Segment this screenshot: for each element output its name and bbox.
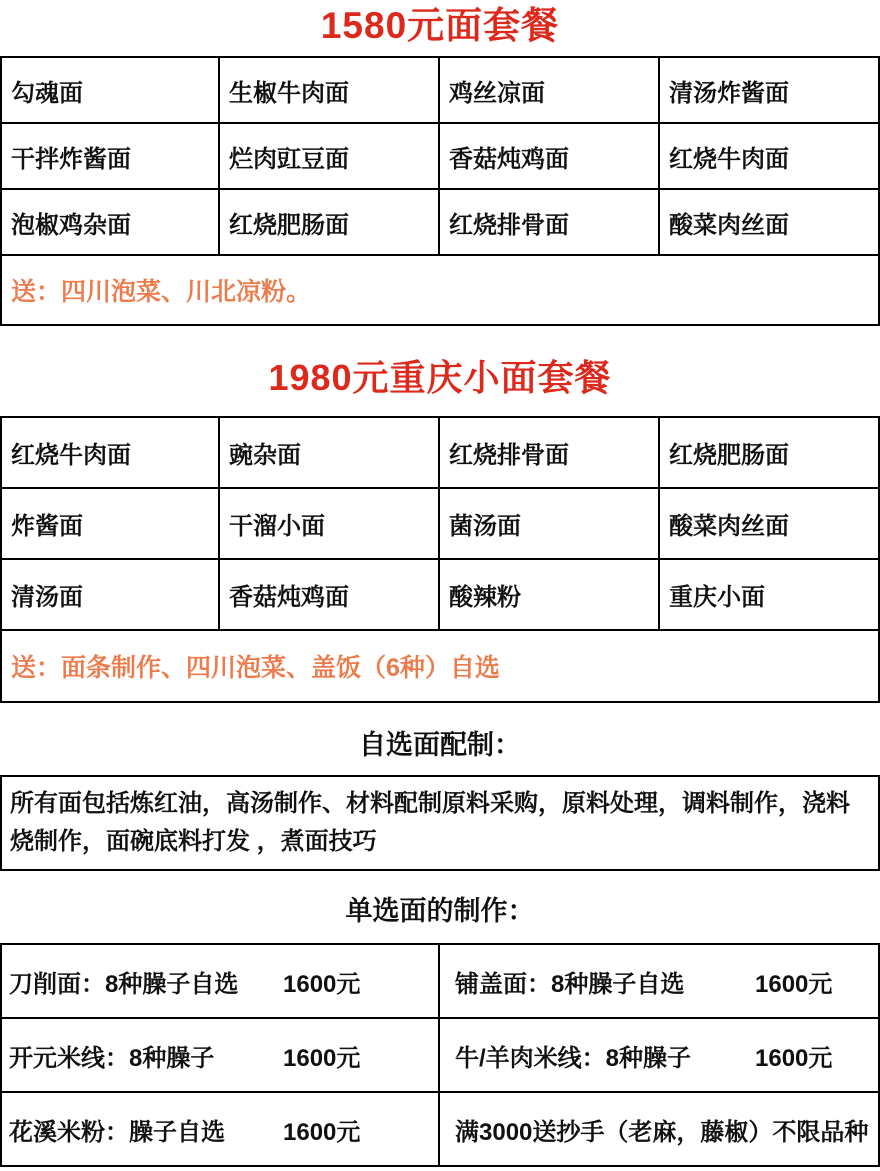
custom-noodle-heading: 自选面配制： [359, 730, 521, 760]
item-price: 1600元 [755, 1044, 833, 1072]
price-cell [440, 1019, 878, 1091]
custom-noodle-description-box [0, 775, 880, 871]
menu-item-cell: 酸菜肉丝面 [669, 513, 789, 540]
price-cell [440, 1093, 878, 1165]
menu-item-cell: 酸菜肉丝面 [669, 211, 789, 239]
table-row [2, 945, 878, 1019]
table-row [2, 1019, 878, 1093]
menu-item-cell: 红烧排骨面 [440, 190, 660, 254]
item-label: 花溪米粉：臊子自选 [9, 1118, 225, 1146]
menu-item-cell: 红烧排骨面 [440, 418, 660, 487]
table-row [2, 190, 878, 256]
item-price: 1600元 [283, 970, 361, 998]
menu-item-cell: 干拌炸酱面 [2, 124, 220, 188]
set-1980-table [0, 416, 880, 703]
menu-item-cell: 酸辣粉 [440, 560, 660, 629]
menu-item-cell: 香菇炖鸡面 [440, 124, 660, 188]
single-noodle-heading: 单选面的制作： [345, 896, 535, 926]
menu-item-cell: 清汤炸酱面 [669, 79, 789, 107]
gift-note-1580: 送：四川泡菜、川北凉粉。 [11, 278, 312, 306]
item-price: 1600元 [283, 1044, 361, 1072]
table-row [2, 58, 878, 124]
item-label: 满3000送抄手（老麻，藤椒）不限品种 [455, 1118, 869, 1146]
menu-item-cell: 清汤面 [2, 560, 220, 629]
menu-item-cell: 红烧肥肠面 [220, 190, 440, 254]
item-label: 牛/羊肉米线：8种臊子 [455, 1044, 692, 1072]
table-row [2, 560, 878, 631]
menu-item-cell: 泡椒鸡杂面 [2, 190, 220, 254]
menu-item-cell: 红烧牛肉面 [2, 418, 220, 487]
item-label: 开元米线：8种臊子 [9, 1044, 215, 1072]
table-row [2, 489, 878, 560]
menu-item-cell: 烂肉豇豆面 [220, 124, 440, 188]
set-1580-table [0, 56, 880, 326]
price-cell [2, 945, 440, 1017]
item-price: 1600元 [755, 970, 833, 998]
menu-item-cell: 鸡丝凉面 [440, 58, 660, 122]
menu-item-cell: 红烧牛肉面 [669, 145, 789, 173]
menu-item-cell: 菌汤面 [440, 489, 660, 558]
menu-item-cell: 红烧肥肠面 [669, 442, 789, 469]
set-1980-title: 1980元重庆小面套餐 [268, 357, 612, 398]
menu-item-cell: 干溜小面 [220, 489, 440, 558]
price-cell [440, 945, 878, 1017]
table-row [2, 418, 878, 489]
menu-item-cell: 炸酱面 [2, 489, 220, 558]
table-row [2, 124, 878, 190]
single-noodle-price-table [0, 943, 880, 1167]
menu-item-cell: 勾魂面 [2, 58, 220, 122]
item-price: 1600元 [283, 1118, 361, 1146]
price-cell [2, 1093, 440, 1165]
item-label: 铺盖面：8种臊子自选 [455, 970, 685, 998]
menu-item-cell: 生椒牛肉面 [220, 58, 440, 122]
menu-item-cell: 豌杂面 [220, 418, 440, 487]
set-1580-title: 1580元面套餐 [320, 5, 560, 46]
menu-item-cell: 重庆小面 [669, 584, 765, 611]
custom-noodle-description: 所有面包括炼红油，高汤制作、材料配制原料采购，原料处理，调料制作，浇料烧制作，面碗底料打发 ，煮面技巧 [10, 790, 850, 855]
table-row [2, 1093, 878, 1165]
menu-item-cell: 香菇炖鸡面 [220, 560, 440, 629]
item-label: 刀削面：8种臊子自选 [9, 970, 239, 998]
price-cell [2, 1019, 440, 1091]
gift-note-1980: 送：面条制作、四川泡菜、盖饭（6种）自选 [11, 654, 500, 682]
